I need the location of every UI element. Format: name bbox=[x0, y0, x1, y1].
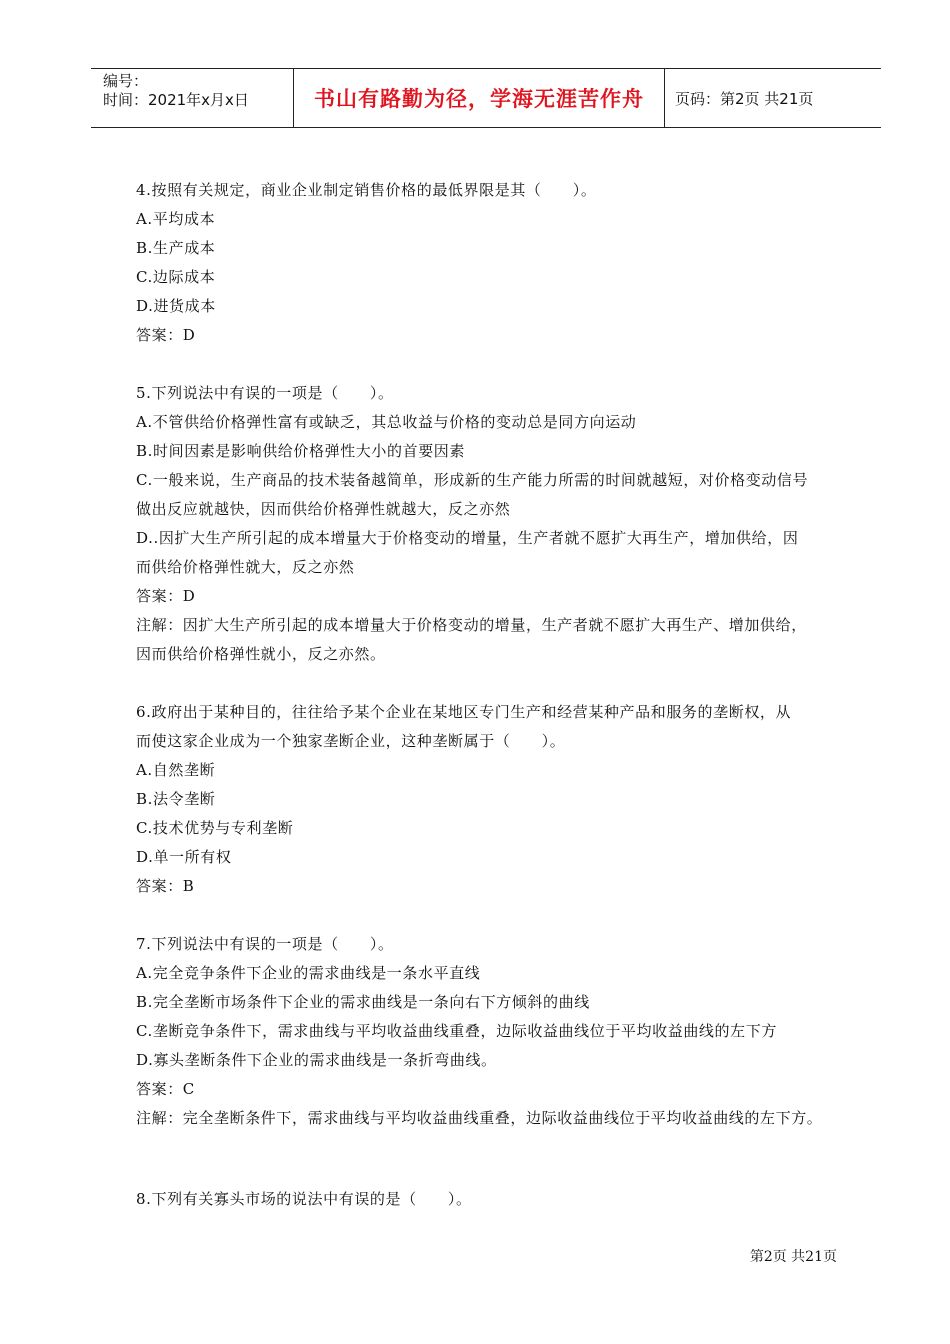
option-line: A.自然垄断 bbox=[136, 761, 216, 779]
header-left-cell bbox=[91, 69, 293, 127]
question-text: 6.政府出于某种目的，往往给予某个企业在某地区专门生产和经营某种产品和服务的垄断权，从 bbox=[136, 703, 792, 721]
option-line: B.时间因素是影响供给价格弹性大小的首要因素 bbox=[136, 442, 465, 460]
motto-text: 书山有路勤为径，学海无涯苦作舟 bbox=[314, 87, 644, 111]
answer-line: 答案：B bbox=[136, 877, 195, 895]
option-line: D.寡头垄断条件下企业的需求曲线是一条折弯曲线。 bbox=[136, 1051, 497, 1069]
spacer bbox=[136, 901, 851, 930]
answer-line: 答案：D bbox=[136, 326, 196, 344]
option-line: C.边际成本 bbox=[136, 268, 216, 286]
spacer bbox=[136, 1133, 851, 1185]
answer-line: 答案：C bbox=[136, 1080, 195, 1098]
option-line: 而供给价格弹性就大，反之亦然 bbox=[136, 558, 355, 576]
option-line: C.垄断竞争条件下，需求曲线与平均收益曲线重叠，边际收益曲线位于平均收益曲线的左下方 bbox=[136, 1022, 777, 1040]
document-code: 编号： bbox=[103, 72, 149, 90]
question-text: 而使这家企业成为一个独家垄断企业，这种垄断属于（ ）。 bbox=[136, 732, 566, 750]
document-body bbox=[136, 176, 851, 1214]
header-motto-cell bbox=[293, 69, 665, 127]
option-line: C.一般来说，生产商品的技术装备越简单，形成新的生产能力所需的时间就越短，对价格变动信号 bbox=[136, 471, 809, 489]
option-line: 做出反应就越快，因而供给价格弹性就越大，反之亦然 bbox=[136, 500, 511, 518]
question-text: 4.按照有关规定，商业企业制定销售价格的最低界限是其（ ）。 bbox=[136, 181, 597, 199]
option-line: D.单一所有权 bbox=[136, 848, 232, 866]
spacer bbox=[136, 669, 851, 698]
option-line: D..因扩大生产所引起的成本增量大于价格变动的增量，生产者就不愿扩大再生产，增加供给，因 bbox=[136, 529, 799, 547]
option-line: A.完全竞争条件下企业的需求曲线是一条水平直线 bbox=[136, 964, 481, 982]
question-block bbox=[136, 176, 851, 350]
option-line: D.进货成本 bbox=[136, 297, 216, 315]
page-footer: 第2页 共21页 bbox=[749, 1249, 837, 1265]
question-text: 7.下列说法中有误的一项是（ ）。 bbox=[136, 935, 394, 953]
option-line: B.法令垄断 bbox=[136, 790, 216, 808]
page-header bbox=[91, 68, 881, 128]
option-line: A.平均成本 bbox=[136, 210, 216, 228]
question-block bbox=[136, 698, 851, 901]
question-block bbox=[136, 1185, 851, 1214]
question-text: 5.下列说法中有误的一项是（ ）。 bbox=[136, 384, 394, 402]
question-block bbox=[136, 930, 851, 1133]
header-page-cell bbox=[665, 69, 881, 127]
option-line: B.生产成本 bbox=[136, 239, 216, 257]
header-page-number: 页码：第2页 共21页 bbox=[675, 89, 814, 108]
document-time: 时间：2021年x月x日 bbox=[103, 91, 249, 109]
answer-line: 答案：D bbox=[136, 587, 196, 605]
explanation-line: 注解：完全垄断条件下，需求曲线与平均收益曲线重叠，边际收益曲线位于平均收益曲线的左下方。 bbox=[136, 1109, 823, 1127]
option-line: A.不管供给价格弹性富有或缺乏，其总收益与价格的变动总是同方向运动 bbox=[136, 413, 637, 431]
option-line: B.完全垄断市场条件下企业的需求曲线是一条向右下方倾斜的曲线 bbox=[136, 993, 590, 1011]
explanation-line: 因而供给价格弹性就小，反之亦然。 bbox=[136, 645, 386, 663]
explanation-line: 注解：因扩大生产所引起的成本增量大于价格变动的增量，生产者就不愿扩大再生产、增加供给， bbox=[136, 616, 807, 634]
question-text: 8.下列有关寡头市场的说法中有误的是（ ）。 bbox=[136, 1190, 472, 1208]
spacer bbox=[136, 350, 851, 379]
option-line: C.技术优势与专利垄断 bbox=[136, 819, 294, 837]
question-block bbox=[136, 379, 851, 669]
